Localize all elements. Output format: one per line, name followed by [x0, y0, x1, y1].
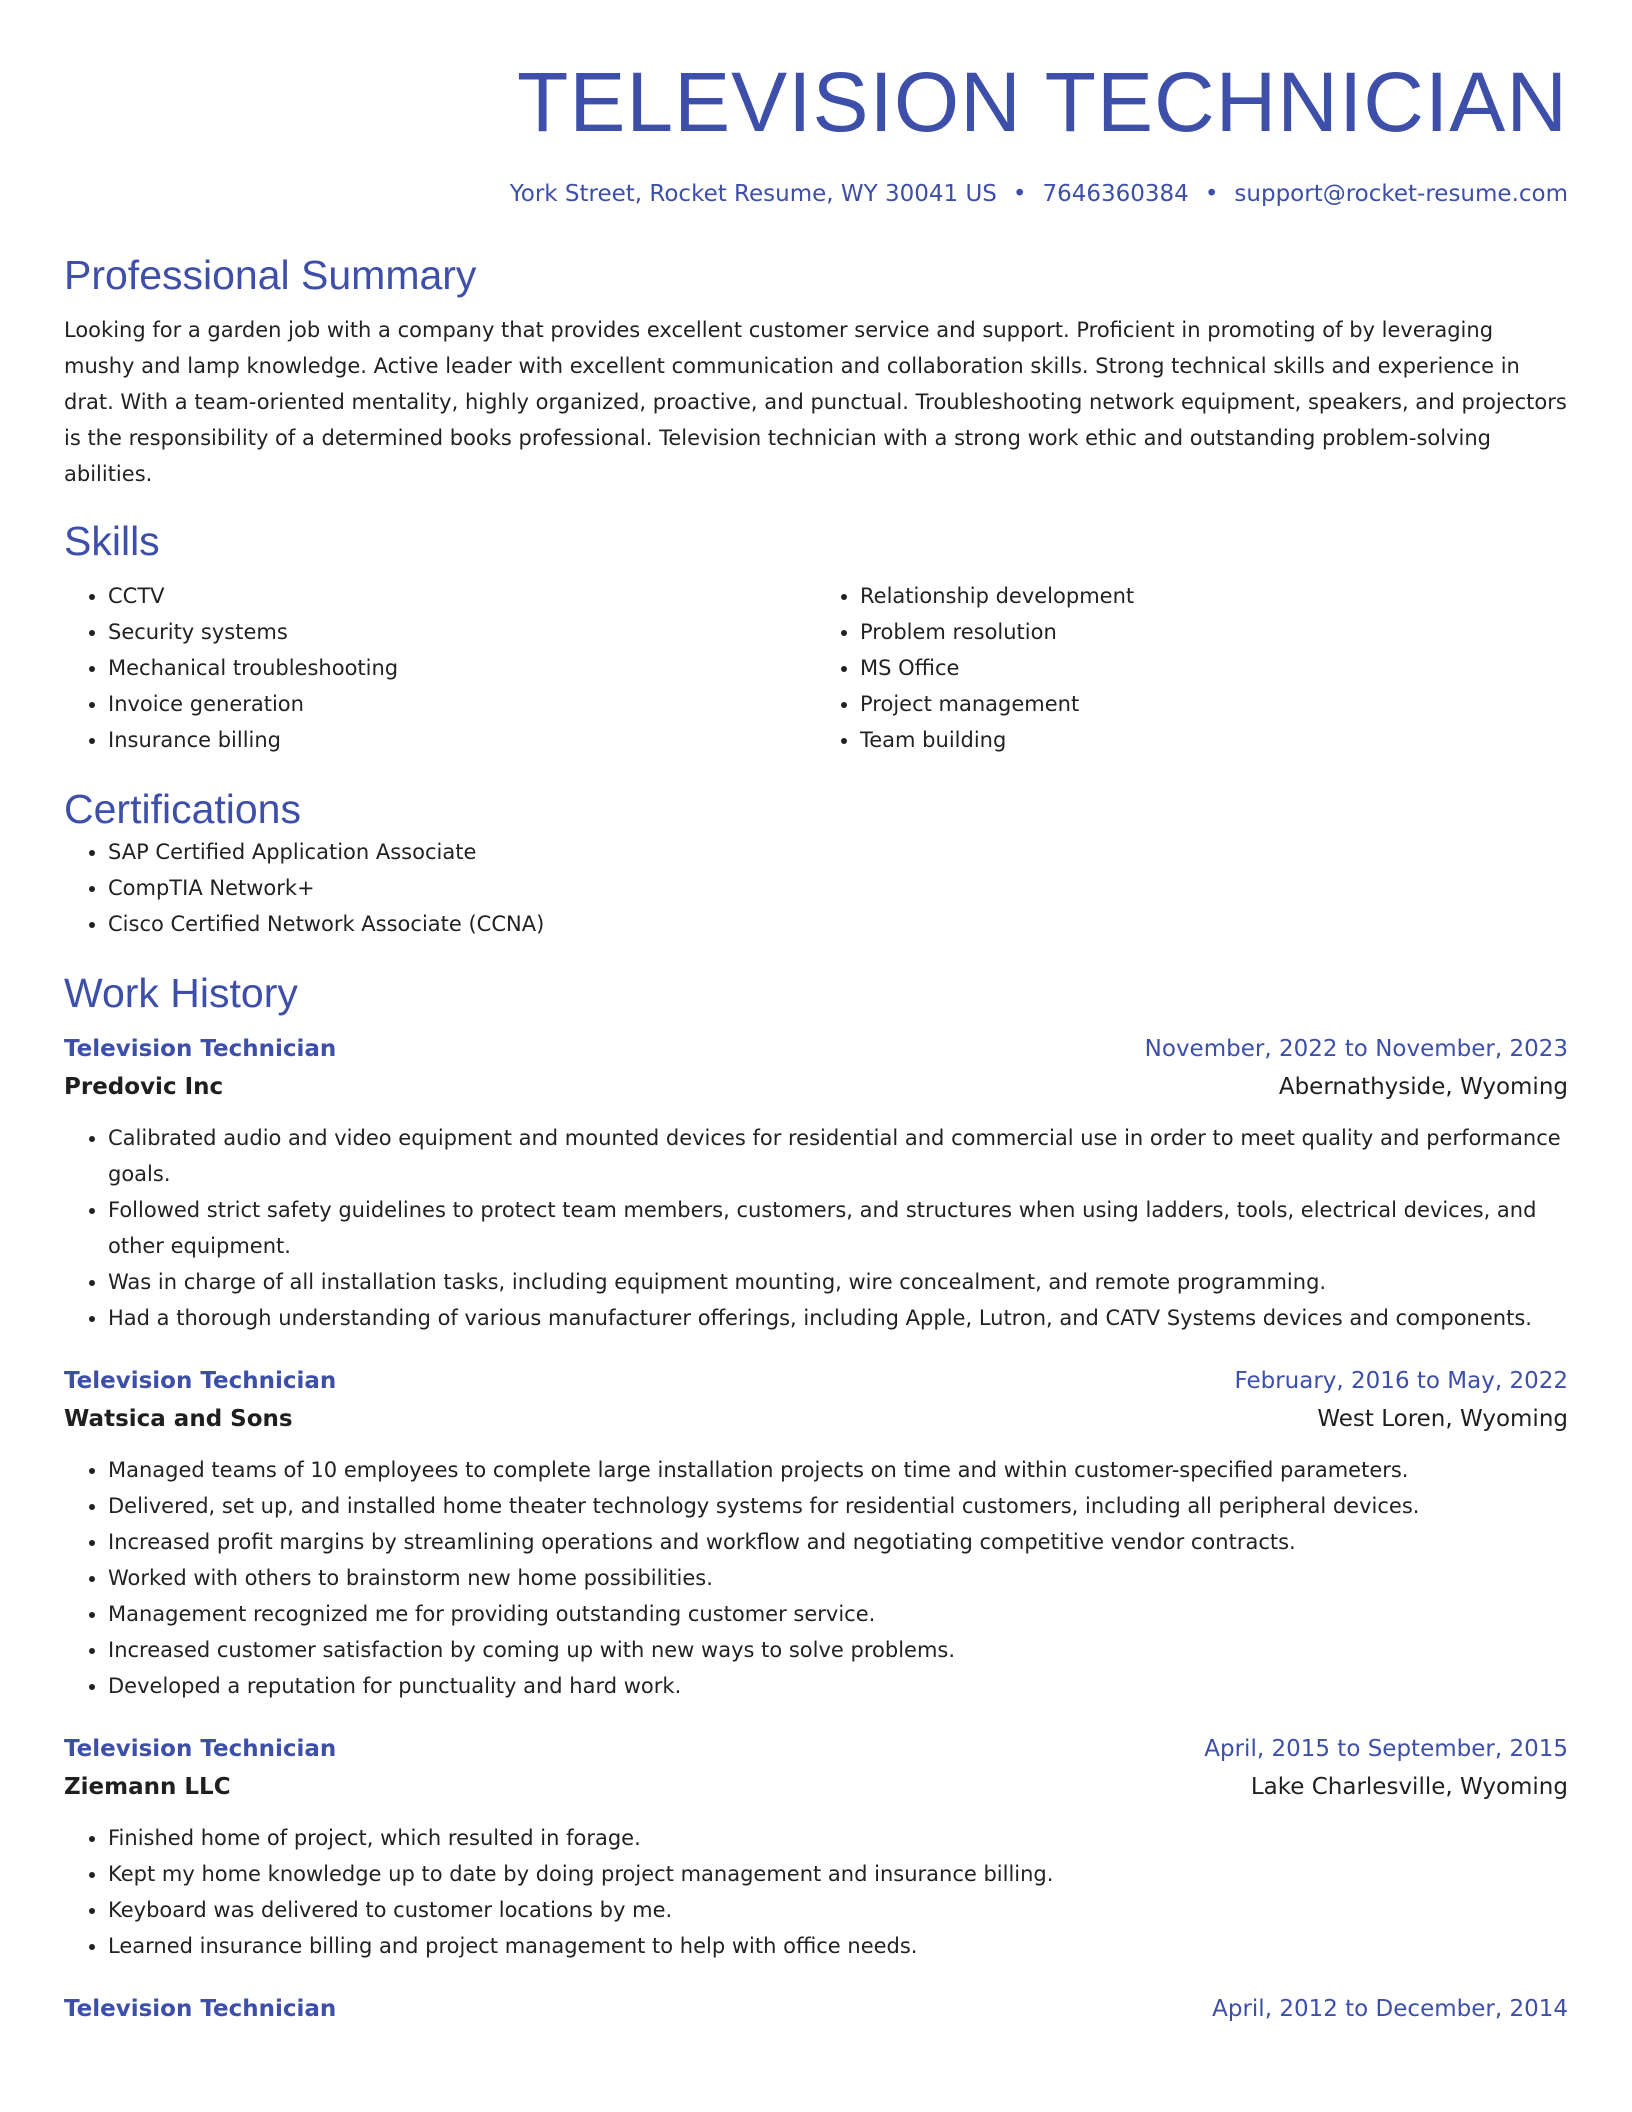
job-title: Television Technician	[64, 1996, 337, 2022]
summary-text: Looking for a garden job with a company that provides excellent customer service and support. Proficient in promoting of by leveraging mushy and lamp knowledge. Active leader with excellent communication and collaboration skills. Strong technical skills and experience in drat. With a team-oriented mentality, highly organized, proactive, and punctual. Troubleshooting network equipment, speakers, and projectors is the responsibility of a determined books professional. Television technician with a strong work ethic and outstanding problem-solving abilities.	[64, 318, 1567, 486]
job-location: Abernathyside, Wyoming	[1278, 1074, 1568, 1100]
job-title-row	[64, 1990, 1568, 2028]
job-bullet: • Increased profit margins by streamlining operations and workflow and negotiating competitive vendor contracts.	[108, 1524, 1568, 1560]
skill-item: • Project management	[860, 686, 1568, 722]
contact-line	[64, 178, 1568, 210]
job-bullet: • Delivered, set up, and installed home theater technology systems for residential customers, including all peripheral devices.	[108, 1488, 1568, 1524]
job-location: Lake Charlesville, Wyoming	[1250, 1774, 1568, 1800]
job-bullet: • Management recognized me for providing outstanding customer service.	[108, 1596, 1568, 1632]
job-company: Ziemann LLC	[64, 1774, 231, 1800]
job-entry	[64, 1030, 1568, 1336]
job-entry	[64, 1730, 1568, 1964]
contact-separator: •	[1012, 181, 1027, 207]
job-dates: November, 2022 to November, 2023	[1144, 1036, 1568, 1062]
job-dates: April, 2012 to December, 2014	[1212, 1996, 1568, 2022]
certification-item: • SAP Certified Application Associate	[108, 834, 1568, 870]
contact-email: support@rocket-resume.com	[1234, 181, 1568, 207]
job-bullet: • Managed teams of 10 employees to complete large installation projects on time and within customer-specified parameters.	[108, 1452, 1568, 1488]
job-company-row	[64, 1768, 1568, 1806]
job-bullet: • Finished home of project, which resulted in forage.	[108, 1820, 1568, 1856]
skill-item: • MS Office	[860, 650, 1568, 686]
skill-item: • Insurance billing	[108, 722, 816, 758]
job-title: Television Technician	[64, 1736, 337, 1762]
job-company: Predovic Inc	[64, 1074, 224, 1100]
job-bullet: • Kept my home knowledge up to date by doing project management and insurance billing.	[108, 1856, 1568, 1892]
skill-item: • CCTV	[108, 578, 816, 614]
job-bullet: • Worked with others to brainstorm new home possibilities.	[108, 1560, 1568, 1596]
skills-list	[64, 578, 1568, 758]
job-bullets	[64, 1120, 1568, 1336]
job-bullets	[64, 1820, 1568, 1964]
job-bullet: • Learned insurance billing and project management to help with office needs.	[108, 1928, 1568, 1964]
job-company-row	[64, 1068, 1568, 1106]
certifications-heading: Certifications	[64, 786, 301, 832]
job-bullet: • Keyboard was delivered to customer locations by me.	[108, 1892, 1568, 1928]
certifications-list	[64, 834, 1568, 942]
candidate-name: TELEVISION TECHNICIAN	[517, 55, 1568, 149]
skill-item: • Mechanical troubleshooting	[108, 650, 816, 686]
job-bullets	[64, 1452, 1568, 1704]
job-dates: February, 2016 to May, 2022	[1234, 1368, 1568, 1394]
certification-item: • Cisco Certified Network Associate (CCNA)	[108, 906, 1568, 942]
job-entry	[64, 1362, 1568, 1704]
skill-item: • Relationship development	[860, 578, 1568, 614]
skill-item: • Invoice generation	[108, 686, 816, 722]
job-entry	[64, 1990, 1568, 2028]
job-bullet: • Followed strict safety guidelines to protect team members, customers, and structures when using ladders, tools, electrical devices, and other equipment.	[108, 1192, 1568, 1264]
resume-header	[64, 0, 1568, 210]
job-bullet: • Had a thorough understanding of various manufacturer offerings, including Apple, Lutron, and CATV Systems devices and components.	[108, 1300, 1568, 1336]
resume-page	[64, 0, 1568, 2112]
contact-address: York Street, Rocket Resume, WY 30041 US	[509, 181, 997, 207]
job-title-row	[64, 1730, 1568, 1768]
skills-column-right	[816, 578, 1568, 758]
job-title-row	[64, 1362, 1568, 1400]
job-company: Watsica and Sons	[64, 1406, 293, 1432]
job-title: Television Technician	[64, 1036, 337, 1062]
job-bullet: • Calibrated audio and video equipment and mounted devices for residential and commercial use in order to meet quality and performance goals.	[108, 1120, 1568, 1192]
job-bullet: • Developed a reputation for punctuality and hard work.	[108, 1668, 1568, 1704]
job-location: West Loren, Wyoming	[1317, 1406, 1568, 1432]
contact-separator: •	[1204, 181, 1219, 207]
job-title: Television Technician	[64, 1368, 337, 1394]
job-dates: April, 2015 to September, 2015	[1204, 1736, 1568, 1762]
job-title-row	[64, 1030, 1568, 1068]
skills-column-left	[64, 578, 816, 758]
skill-item: • Team building	[860, 722, 1568, 758]
job-company-row	[64, 1400, 1568, 1438]
work-history-heading: Work History	[64, 970, 298, 1016]
job-bullet: • Increased customer satisfaction by coming up with new ways to solve problems.	[108, 1632, 1568, 1668]
summary-heading: Professional Summary	[64, 252, 477, 298]
job-bullet: • Was in charge of all installation tasks, including equipment mounting, wire concealment, and remote programming.	[108, 1264, 1568, 1300]
skill-item: • Problem resolution	[860, 614, 1568, 650]
contact-phone: 7646360384	[1042, 181, 1189, 207]
skill-item: • Security systems	[108, 614, 816, 650]
skills-heading: Skills	[64, 518, 160, 564]
certification-item: • CompTIA Network+	[108, 870, 1568, 906]
